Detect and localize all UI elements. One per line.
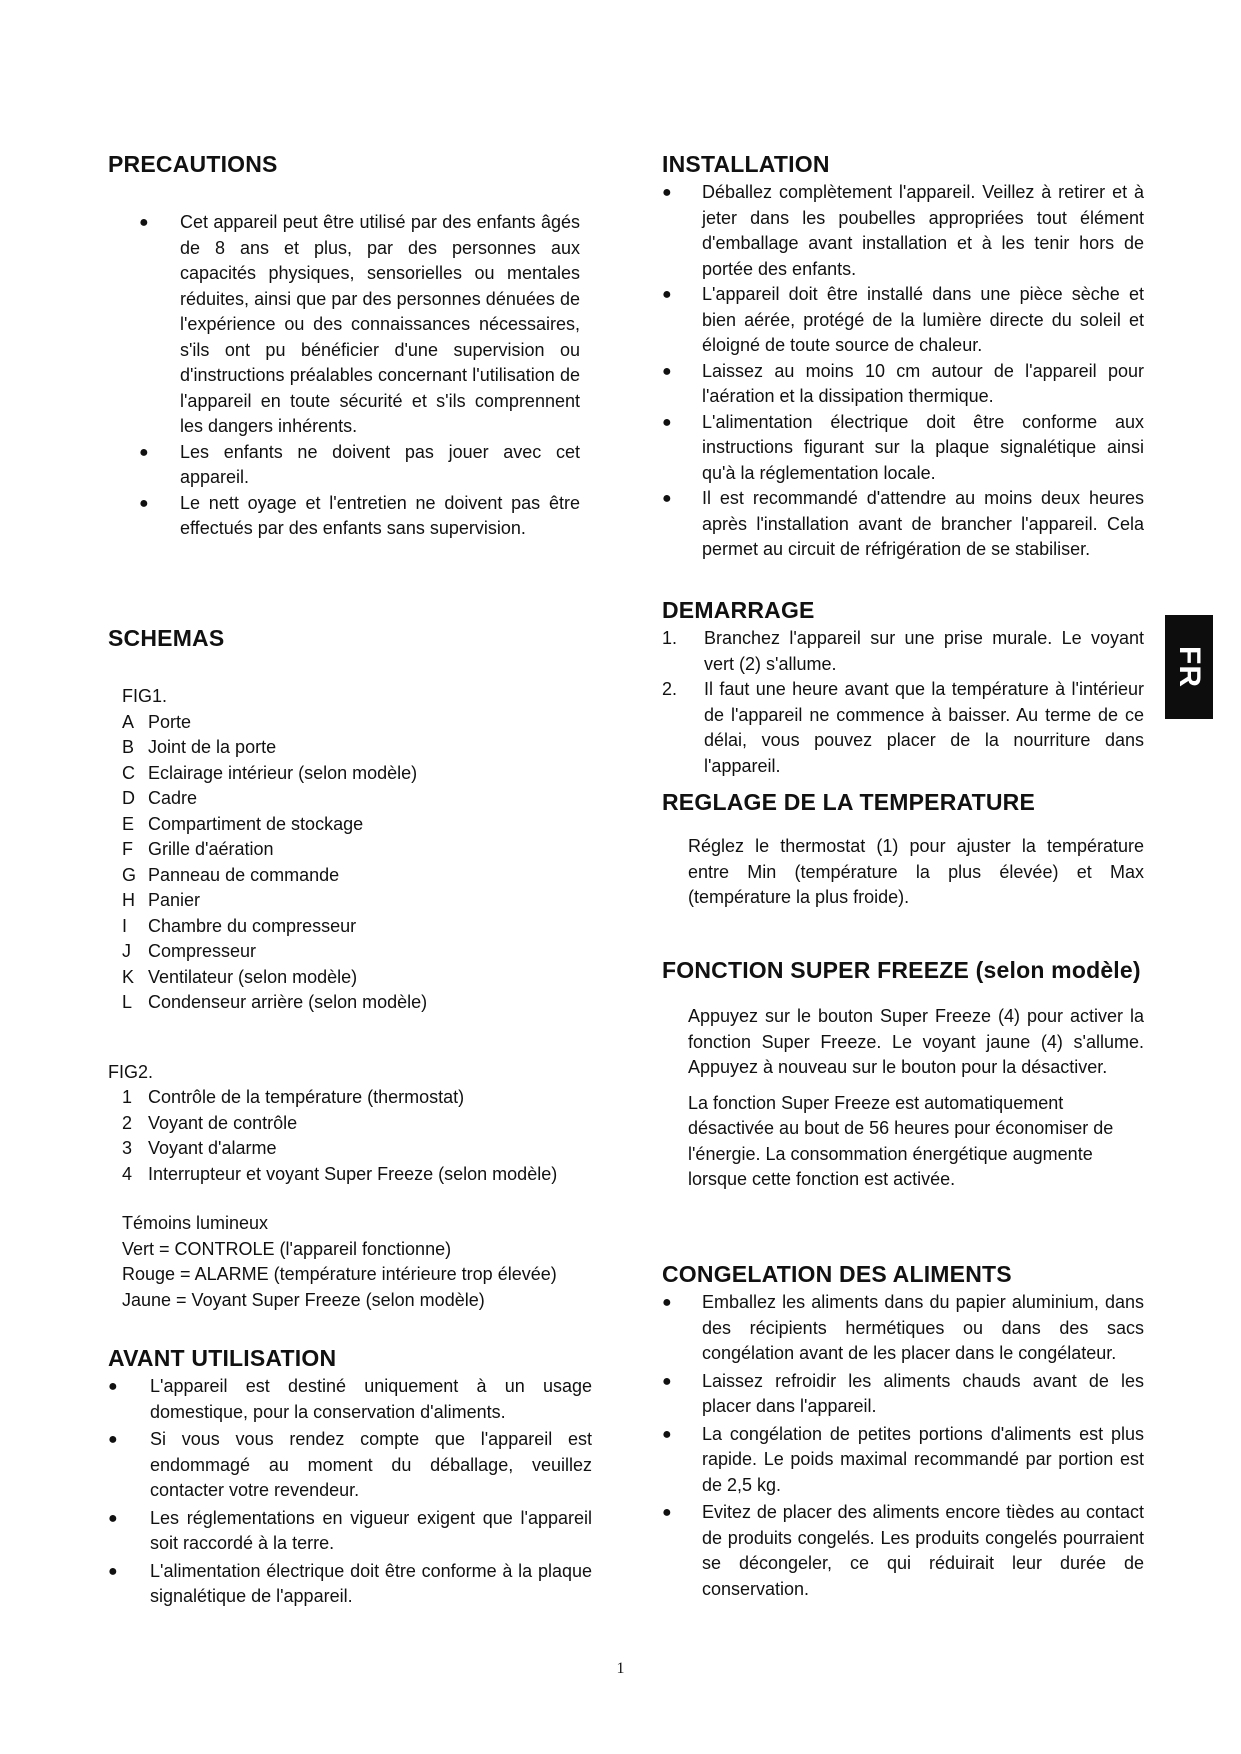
fig2-legend-key: 4 [122, 1163, 133, 1184]
fig1-legend-key: I [122, 915, 128, 936]
fig1-legend-value: Panneau de commande [148, 864, 340, 885]
fig1-legend-row [122, 786, 598, 812]
fig1-legend-value: Cadre [148, 788, 198, 808]
avant-utilisation-list [108, 1374, 598, 1610]
light-yellow: Jaune = Voyant Super Freeze (selon modèle) [122, 1289, 485, 1310]
reglage-text: Réglez le thermostat (1) pour ajuster la température entre Min (température la plus élevée) et Max (température la plus froide). [688, 836, 1144, 907]
super-freeze-text-1: Appuyez sur le bouton Super Freeze (4) pour activer la fonction Super Freeze. Le voyant jaune (4) s'allume. Appuyez à nouveau sur le bouton pour la désactiver. [688, 1006, 1144, 1077]
indicator-lights [108, 1211, 598, 1313]
page-number: 1 [616, 1660, 625, 1677]
fig1-legend-row [122, 812, 598, 838]
language-tab [1165, 615, 1213, 719]
fig1-legend-key: J [122, 941, 131, 961]
bullet-icon: ● [662, 286, 672, 303]
fig1-legend-row [122, 914, 598, 940]
fig1-legend-row [122, 965, 598, 991]
bullet-icon: ● [662, 1425, 672, 1443]
congelation-list [662, 1290, 1144, 1602]
reglage-section [662, 786, 1144, 911]
fig2-legend-key: 1 [122, 1087, 133, 1107]
congelation-title: CONGELATION DES ALIMENTS [662, 1261, 1012, 1287]
fig1-legend-row [122, 888, 598, 914]
fig1-legend-value: Ventilateur (selon modèle) [148, 966, 358, 987]
list-item: ● L'alimentation électrique doit être conforme à la plaque signalétique de l'appareil. [108, 1560, 592, 1606]
fig1-legend-row [122, 939, 598, 965]
fig1-legend-key: E [122, 813, 135, 834]
fig2-legend [108, 1060, 598, 1188]
super-freeze-section [662, 954, 1144, 1193]
fig2-legend-row [122, 1085, 598, 1111]
precautions-list [108, 210, 598, 542]
bullet-icon: ● [662, 1372, 672, 1390]
list-item: ● L'appareil doit être installé dans une pièce sèche et bien aérée, protégé de la lumière directe du soleil et éloigné de toute source de chaleur. [662, 284, 1144, 355]
fig1-legend-key: L [122, 992, 133, 1012]
reglage-title: REGLAGE DE LA TEMPERATURE [662, 789, 1036, 815]
list-item: ● Cet appareil peut être utilisé par des enfants âgés de 8 ans et plus, par des personnes aux capacités physiques, sensorielles ou mentales réduites, ainsi que par des personnes dénuées de l'expérience ou des connaissances nécessaires, s'ils ont pu bénéficier d'une supervision ou d'instructions préalables concernant l'utilisation de l'appareil en toute sécurité et s'ils comprennent les dangers inhérents. [139, 212, 580, 436]
bullet-icon: ● [108, 1509, 118, 1527]
bullet-icon: ● [662, 490, 672, 507]
bullet-icon: ● [662, 413, 672, 431]
demarrage-section [662, 594, 1144, 779]
demarrage-title: DEMARRAGE [662, 597, 815, 623]
light-green: Vert = CONTROLE (l'appareil fonctionne) [122, 1238, 452, 1259]
installation-title: INSTALLATION [662, 151, 830, 177]
fig1-legend-value: Compartiment de stockage [148, 813, 364, 834]
list-item: ● Les réglementations en vigueur exigent que l'appareil soit raccordé à la terre. [108, 1507, 592, 1553]
bullet-icon: ● [662, 1294, 672, 1311]
list-item: ● Les enfants ne doivent pas jouer avec cet appareil. [139, 441, 580, 487]
fig1-legend-value: Condenseur arrière (selon modèle) [148, 992, 428, 1012]
bullet-icon: ● [139, 214, 149, 231]
precautions-title: PRECAUTIONS [108, 151, 278, 177]
fig1-legend-row [122, 990, 598, 1016]
fig1-legend-row [122, 761, 598, 787]
list-item: 1. Branchez l'appareil sur une prise murale. Le voyant vert (2) s'allume. [662, 628, 1144, 674]
list-item: ● Laissez au moins 10 cm autour de l'appareil pour l'aération et la dissipation thermique. [662, 360, 1144, 406]
fig2-legend-value: Voyant de contrôle [148, 1112, 298, 1133]
fig2-legend-key: 2 [122, 1112, 133, 1133]
list-item: ● Déballez complètement l'appareil. Veillez à retirer et à jeter dans les poubelles appropriées tout élément d'emballage avant installation et à les tenir hors de portée des enfants. [662, 182, 1144, 279]
list-item: ● Si vous vous rendez compte que l'appareil est endommagé au moment du déballage, veuillez contacter votre revendeur. [108, 1429, 592, 1500]
fig2-legend-value: Voyant d'alarme [148, 1138, 277, 1158]
fig1-legend-value: Eclairage intérieur (selon modèle) [148, 762, 418, 783]
bullet-icon: ● [662, 184, 672, 201]
super-freeze-title: FONCTION SUPER FREEZE (selon modèle) [662, 957, 1141, 983]
schemas-title: SCHEMAS [108, 625, 225, 651]
bullet-icon: ● [139, 443, 149, 461]
fig1-legend-key: D [122, 788, 135, 808]
fig1-legend-row [122, 710, 598, 736]
fig2-legend-value: Contrôle de la température (thermostat) [148, 1087, 465, 1107]
fig2-legend-row [122, 1162, 598, 1188]
fig1-legend-key: K [122, 966, 135, 987]
avant-utilisation-section [108, 1342, 598, 1610]
bullet-icon: ● [108, 1378, 118, 1395]
installation-list [662, 180, 1144, 563]
list-item: ● Il est recommandé d'attendre au moins deux heures après l'installation avant de brancher l'appareil. Cela permet au circuit de réfrigération de se stabiliser. [662, 488, 1144, 559]
fig2-legend-row [122, 1136, 598, 1162]
fig2-legend-value: Interrupteur et voyant Super Freeze (selon modèle) [148, 1163, 558, 1184]
fig1-legend-key: B [122, 737, 135, 757]
bullet-icon: ● [108, 1431, 118, 1448]
fig1-legend-row [122, 735, 598, 761]
list-item: 2. Il faut une heure avant que la température à l'intérieur de l'appareil ne commence à baisser. Au terme de ce délai, vous pouvez placer de la nourriture dans l'appareil. [662, 679, 1144, 776]
fig2-legend-row [122, 1111, 598, 1137]
fig2-rows [108, 1085, 598, 1187]
avant-utilisation-title: AVANT UTILISATION [108, 1345, 337, 1371]
language-tab-label: FR [1173, 646, 1206, 688]
bullet-icon: ● [139, 494, 149, 512]
demarrage-list [662, 626, 1144, 779]
fig2-label: FIG2. [108, 1061, 154, 1082]
list-item: ● Emballez les aliments dans du papier aluminium, dans des récipients hermétiques ou dans des sacs congélation avant de les placer dans le congélateur. [662, 1292, 1144, 1363]
list-item: ● Le nett oyage et l'entretien ne doivent pas être effectués par des enfants sans supervision. [139, 492, 580, 538]
fig1-legend-value: Chambre du compresseur [148, 915, 357, 936]
congelation-section [662, 1258, 1144, 1602]
fig1-legend-key: A [122, 711, 135, 732]
fig1-legend-value: Joint de la porte [148, 737, 277, 757]
list-item: ● Laissez refroidir les aliments chauds avant de les placer dans l'appareil. [662, 1370, 1144, 1416]
fig1-legend [108, 684, 598, 1016]
bullet-icon: ● [662, 362, 672, 380]
bullet-icon: ● [108, 1562, 118, 1580]
fig1-legend-key: G [122, 864, 137, 885]
fig1-label: FIG1. [122, 686, 168, 706]
super-freeze-text-2: La fonction Super Freeze est automatiquement désactivée au bout de 56 heures pour économiser de l'énergie. La consommation énergétique augmente lorsque cette fonction est activée. [688, 1092, 1114, 1189]
fig1-legend-value: Grille d'aération [148, 839, 274, 859]
fig1-legend-row [122, 863, 598, 889]
fig1-legend-key: H [122, 890, 135, 910]
light-red: Rouge = ALARME (température intérieure trop élevée) [122, 1264, 557, 1284]
precautions-section [108, 148, 598, 542]
fig1-legend-key: F [122, 839, 133, 859]
fig1-legend-value: Compresseur [148, 941, 257, 961]
list-item: ● Evitez de placer des aliments encore tièdes au contact de produits congelés. Les produits congelés pourraient se décongeler, ce qui réduirait leur durée de conservation. [662, 1502, 1144, 1599]
fig2-legend-key: 3 [122, 1138, 133, 1158]
fig1-legend-key: C [122, 762, 135, 783]
installation-section [662, 148, 1144, 563]
list-item: ● L'alimentation électrique doit être conforme aux instructions figurant sur la plaque signalétique ainsi qu'à la réglementation locale. [662, 411, 1144, 483]
list-item: ● L'appareil est destiné uniquement à un usage domestique, pour la conservation d'aliments. [108, 1376, 592, 1422]
indicator-lights-title: Témoins lumineux [122, 1213, 269, 1233]
fig1-legend-value: Porte [148, 711, 192, 732]
fig1-legend-value: Panier [148, 890, 201, 910]
bullet-icon: ● [662, 1504, 672, 1521]
fig1-legend-row [122, 837, 598, 863]
list-item: ● La congélation de petites portions d'aliments est plus rapide. Le poids maximal recommandé par portion est de 2,5 kg. [662, 1423, 1144, 1495]
schemas-section [108, 622, 598, 1313]
fig1-rows [122, 710, 598, 1016]
